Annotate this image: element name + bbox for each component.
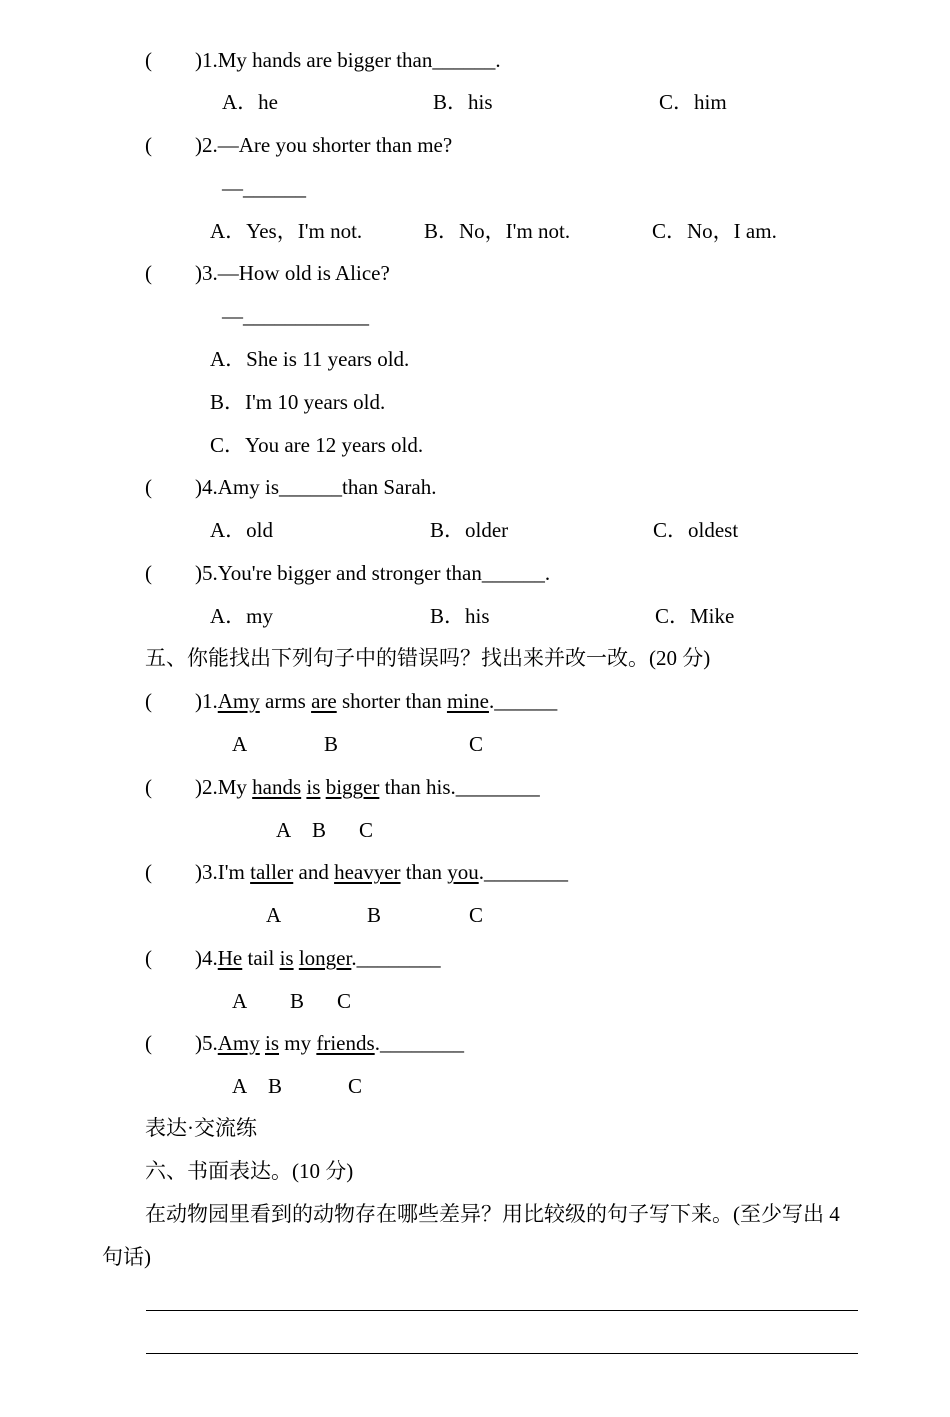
error-word-a: hands xyxy=(252,775,302,799)
answer-paren[interactable]: ( xyxy=(145,1031,152,1055)
label-b: B xyxy=(290,989,305,1013)
error-word-c: you xyxy=(447,860,479,884)
label-c: C xyxy=(337,989,352,1013)
label-b: B xyxy=(312,818,327,842)
option-b[interactable]: B．No，I'm not. xyxy=(424,219,571,243)
error-word-b: is xyxy=(306,775,321,799)
error-word-c: longer xyxy=(298,946,352,970)
error-word-c: bigger xyxy=(325,775,380,799)
label-c: C xyxy=(348,1074,363,1098)
label-a: A xyxy=(266,903,282,927)
error-word-b: is xyxy=(265,1031,280,1055)
answer-paren[interactable]: ( xyxy=(145,775,152,799)
sentence: )3.I'm taller and heavyer than you.________ xyxy=(195,860,568,884)
label-a: A xyxy=(232,732,248,756)
question-stem: )4.Amy is______than Sarah. xyxy=(195,475,437,499)
error-word-b: are xyxy=(311,689,337,713)
option-c[interactable]: C．No，I am. xyxy=(652,219,777,243)
answer-paren[interactable]: ( xyxy=(145,475,152,499)
error-word-b: heavyer xyxy=(334,860,401,884)
practice-label: 表达·交流练 xyxy=(145,1116,257,1140)
option-b[interactable]: B．his xyxy=(433,90,493,114)
answer-paren[interactable]: ( xyxy=(145,946,152,970)
sentence: )5.Amy is my friends.________ xyxy=(195,1031,464,1055)
error-word-a: He xyxy=(217,946,243,970)
sentence: )1.Amy arms are shorter than mine.______ xyxy=(195,689,558,713)
label-a: A xyxy=(276,818,292,842)
answer-blank: —____________ xyxy=(222,304,369,328)
error-word-a: Amy xyxy=(217,689,260,713)
option-b[interactable]: B．his xyxy=(430,604,490,628)
option-a[interactable]: A．he xyxy=(222,90,278,114)
error-word-c: mine xyxy=(446,689,489,713)
option-c[interactable]: C．You are 12 years old. xyxy=(210,433,424,457)
question-stem: )5.You're bigger and stronger than______. xyxy=(195,561,551,585)
option-b[interactable]: B．I'm 10 years old. xyxy=(210,390,386,414)
answer-paren[interactable]: ( xyxy=(145,261,152,285)
option-a[interactable]: A．my xyxy=(210,604,273,628)
error-word-a: taller xyxy=(250,860,294,884)
question-stem: )2.—Are you shorter than me? xyxy=(195,133,453,157)
error-word-b: is xyxy=(279,946,294,970)
correction-blank[interactable]: .______ xyxy=(488,689,558,713)
answer-paren[interactable]: ( xyxy=(145,561,152,585)
option-a[interactable]: A．She is 11 years old. xyxy=(210,347,410,371)
error-word-a: Amy xyxy=(217,1031,260,1055)
question-stem: )3.—How old is Alice? xyxy=(195,261,390,285)
correction-blank[interactable]: .________ xyxy=(478,860,568,884)
label-c: C xyxy=(469,732,484,756)
correction-blank[interactable]: .________ xyxy=(351,946,441,970)
option-b[interactable]: B．older xyxy=(430,518,509,542)
question-stem: )1.My hands are bigger than______. xyxy=(195,48,501,72)
correction-blank[interactable]: than his.________ xyxy=(379,775,540,799)
writing-line-1[interactable] xyxy=(146,1310,858,1311)
label-a: A xyxy=(232,1074,248,1098)
writing-prompt-line-2: 句话) xyxy=(102,1245,151,1269)
sentence: )2.My hands is bigger than his.________ xyxy=(195,775,540,799)
option-a[interactable]: A．old xyxy=(210,518,273,542)
error-word-c: friends xyxy=(316,1031,375,1055)
option-c[interactable]: C．Mike xyxy=(655,604,735,628)
label-b: B xyxy=(367,903,382,927)
label-c: C xyxy=(469,903,484,927)
writing-prompt-line-1: 在动物园里看到的动物存在哪些差异？用比较级的句子写下来。(至少写出 4 xyxy=(145,1202,840,1226)
section-6-heading: 六、书面表达。(10 分) xyxy=(145,1159,354,1183)
answer-blank: —______ xyxy=(222,176,306,200)
correction-blank[interactable]: .________ xyxy=(374,1031,464,1055)
sentence: )4.He tail is longer.________ xyxy=(195,946,441,970)
section-5-heading: 五、你能找出下列句子中的错误吗？找出来并改一改。(20 分) xyxy=(145,646,711,670)
answer-paren[interactable]: ( xyxy=(145,48,152,72)
answer-paren[interactable]: ( xyxy=(145,133,152,157)
answer-paren[interactable]: ( xyxy=(145,860,152,884)
writing-line-2[interactable] xyxy=(146,1353,858,1354)
label-a: A xyxy=(232,989,248,1013)
label-c: C xyxy=(359,818,374,842)
label-b: B xyxy=(324,732,339,756)
answer-paren[interactable]: ( xyxy=(145,689,152,713)
label-b: B xyxy=(268,1074,283,1098)
option-a[interactable]: A．Yes，I'm not. xyxy=(210,219,363,243)
option-c[interactable]: C．oldest xyxy=(653,518,739,542)
option-c[interactable]: C．him xyxy=(659,90,727,114)
